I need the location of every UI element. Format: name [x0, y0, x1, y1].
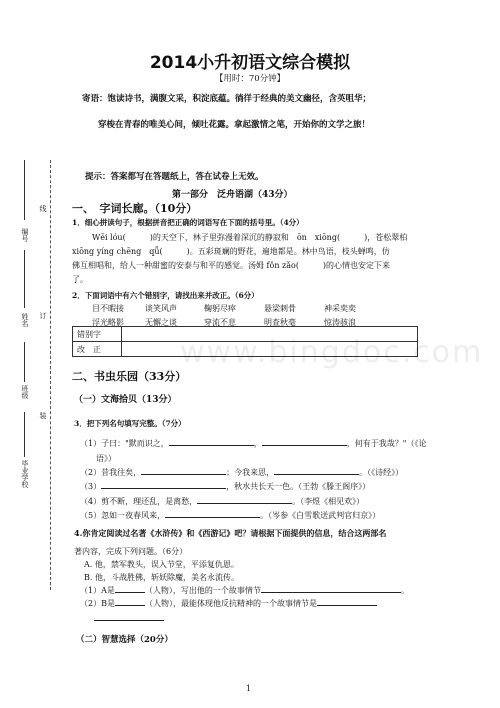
motto-line-2: 穿梭在青春的唯美心间，倾吐花露。拿起激情之笔，开始你的文学之旅！	[98, 120, 371, 130]
pinyin-passage-line-4: 了。	[72, 275, 88, 284]
word: 穿流不息	[204, 318, 236, 327]
answer-blank[interactable]	[169, 445, 254, 446]
answer-blank[interactable]	[261, 592, 401, 593]
fill-line-1: （1）子曰："默而识之， ， ，何有于我哉？"（《论	[80, 439, 427, 448]
question-4-line-1: 4.你肯定阅读过名著《水浒传》和《西游记》吧？请根据下面提供的信息，结合这两部名	[74, 528, 387, 538]
margin-school: 毕业学校	[21, 460, 29, 488]
table-row-label: 错别字	[73, 327, 122, 342]
fill-line-3: （3） ，秋水共长天一色。（王勃《滕王阁序》）	[80, 482, 371, 491]
q4-sub-1: （1）A是 （人物），写出他的一个故事情节 。	[80, 586, 409, 595]
page-title: 2014小升初语文综合模拟	[149, 53, 351, 73]
word: 目不暇接	[92, 304, 124, 313]
answer-blank[interactable]	[115, 605, 145, 606]
page-number: 1	[246, 684, 252, 693]
watermark: www.bingdoc.com	[180, 335, 484, 370]
word: 悬梁刺骨	[264, 304, 296, 313]
binding-line	[50, 160, 51, 590]
margin-zhuang: 装	[39, 412, 47, 419]
part1-heading: 第一部分 泛舟语湖（43分）	[172, 190, 293, 200]
word: 鞠躬尽瘁	[204, 304, 236, 313]
fill-line-4: （4）剪不断，理还乱，是离愁， 。（李煜《相见欢》）	[80, 497, 365, 506]
question-4-line-2: 著内容，完成下列问题。（6分）	[74, 547, 188, 556]
word: 无懈之谈	[145, 318, 177, 327]
exam-tip: 提示：答案都写在答题纸上，答在试卷上无效。	[85, 172, 264, 182]
answer-blank[interactable]	[197, 503, 292, 504]
pinyin-passage-line-3: 佛互相唱和，给人一种甜蜜的安泰与和平的感觉。汤姆 fǒn zǎo( )的心情也安定下来	[72, 261, 391, 270]
word: 神采奕奕	[324, 304, 356, 313]
question-2: 2．下面词语中有六个错别字，请找出来并改正。（6分）	[72, 291, 259, 300]
answer-blank[interactable]	[274, 474, 359, 475]
answer-blank[interactable]	[165, 517, 260, 518]
fill-line-5: （5）忽如一夜春风来， 。（岑参《白雪歌送武判官归京》）	[80, 511, 381, 520]
margin-blank-line-1	[24, 160, 25, 220]
subsection-2-heading: （二）智慧选择（20分）	[76, 635, 173, 645]
margin-blank-line-4	[24, 412, 25, 457]
question-1: 1．细心拼读句子，根据拼音把正确的词语写在下面的括号里。（4分）	[72, 218, 304, 227]
fill-line-2: （2）昔我往矣， ；今我来思， 。（《诗经》）	[80, 468, 404, 477]
word: 浮光略影	[92, 318, 124, 327]
q4-sub-2-continuation[interactable]	[94, 620, 164, 621]
pinyin-passage-line-1: Wēi lóu( )的天空下，林子里弥漫着深沉的静寂和 ōn xiōng( )，苍松翠柏	[92, 233, 408, 242]
time-limit: 【用时：70分钟】	[214, 74, 286, 84]
answer-blank[interactable]	[262, 445, 347, 446]
q4-sub-2: （2）B是 （人物），最能体现他反抗精神的一个故事情节是	[80, 598, 377, 609]
question-3: 3．把下列名句填写完整。（7分）	[74, 419, 186, 428]
margin-blank-line-3	[24, 342, 25, 382]
margin-banji: 班级	[21, 385, 29, 399]
section-2-heading: 二、书虫乐园（33分）	[72, 370, 187, 383]
pinyin-passage-line-2: xiōng yíng chēng qǖ( )。五彩斑斓的野花，遍地都是。林中鸟语，枝头蝉鸣，仿	[72, 247, 390, 256]
margin-xian: 线	[39, 205, 47, 212]
word: 明查秋毫	[264, 318, 296, 327]
answer-blank[interactable]	[115, 592, 145, 593]
word: 谈笑风声	[145, 304, 177, 313]
clue-a: A. 他，禁军教头，误入节堂，平添复仇恩。	[84, 560, 239, 569]
margin-xingming: 姓名	[21, 313, 29, 327]
margin-biaohao: 编号	[21, 228, 29, 242]
margin-blank-line-2	[24, 250, 25, 308]
motto-line-1: 寄语：饱读诗书，满腹文采，积淀底蕴。徜徉于经典的美文幽径，含英咀华；	[82, 94, 372, 104]
answer-blank[interactable]	[317, 605, 377, 606]
subsection-1-heading: （一）文海拾贝（13分）	[74, 395, 177, 405]
answer-blank[interactable]	[141, 474, 226, 475]
section-1-heading: 一、 字词长廊。（10分）	[72, 202, 198, 215]
clue-b: B. 他，斗战胜佛，斩妖除魔，美名永流传。	[84, 573, 239, 582]
table-row-label: 改 正	[73, 342, 122, 357]
word: 惊涛骇浪	[324, 318, 356, 327]
word-row-1	[92, 303, 356, 314]
fill-line-1-cont: 语》）	[96, 454, 116, 463]
margin-ding: 订	[39, 312, 47, 319]
answer-blank[interactable]	[101, 488, 226, 489]
